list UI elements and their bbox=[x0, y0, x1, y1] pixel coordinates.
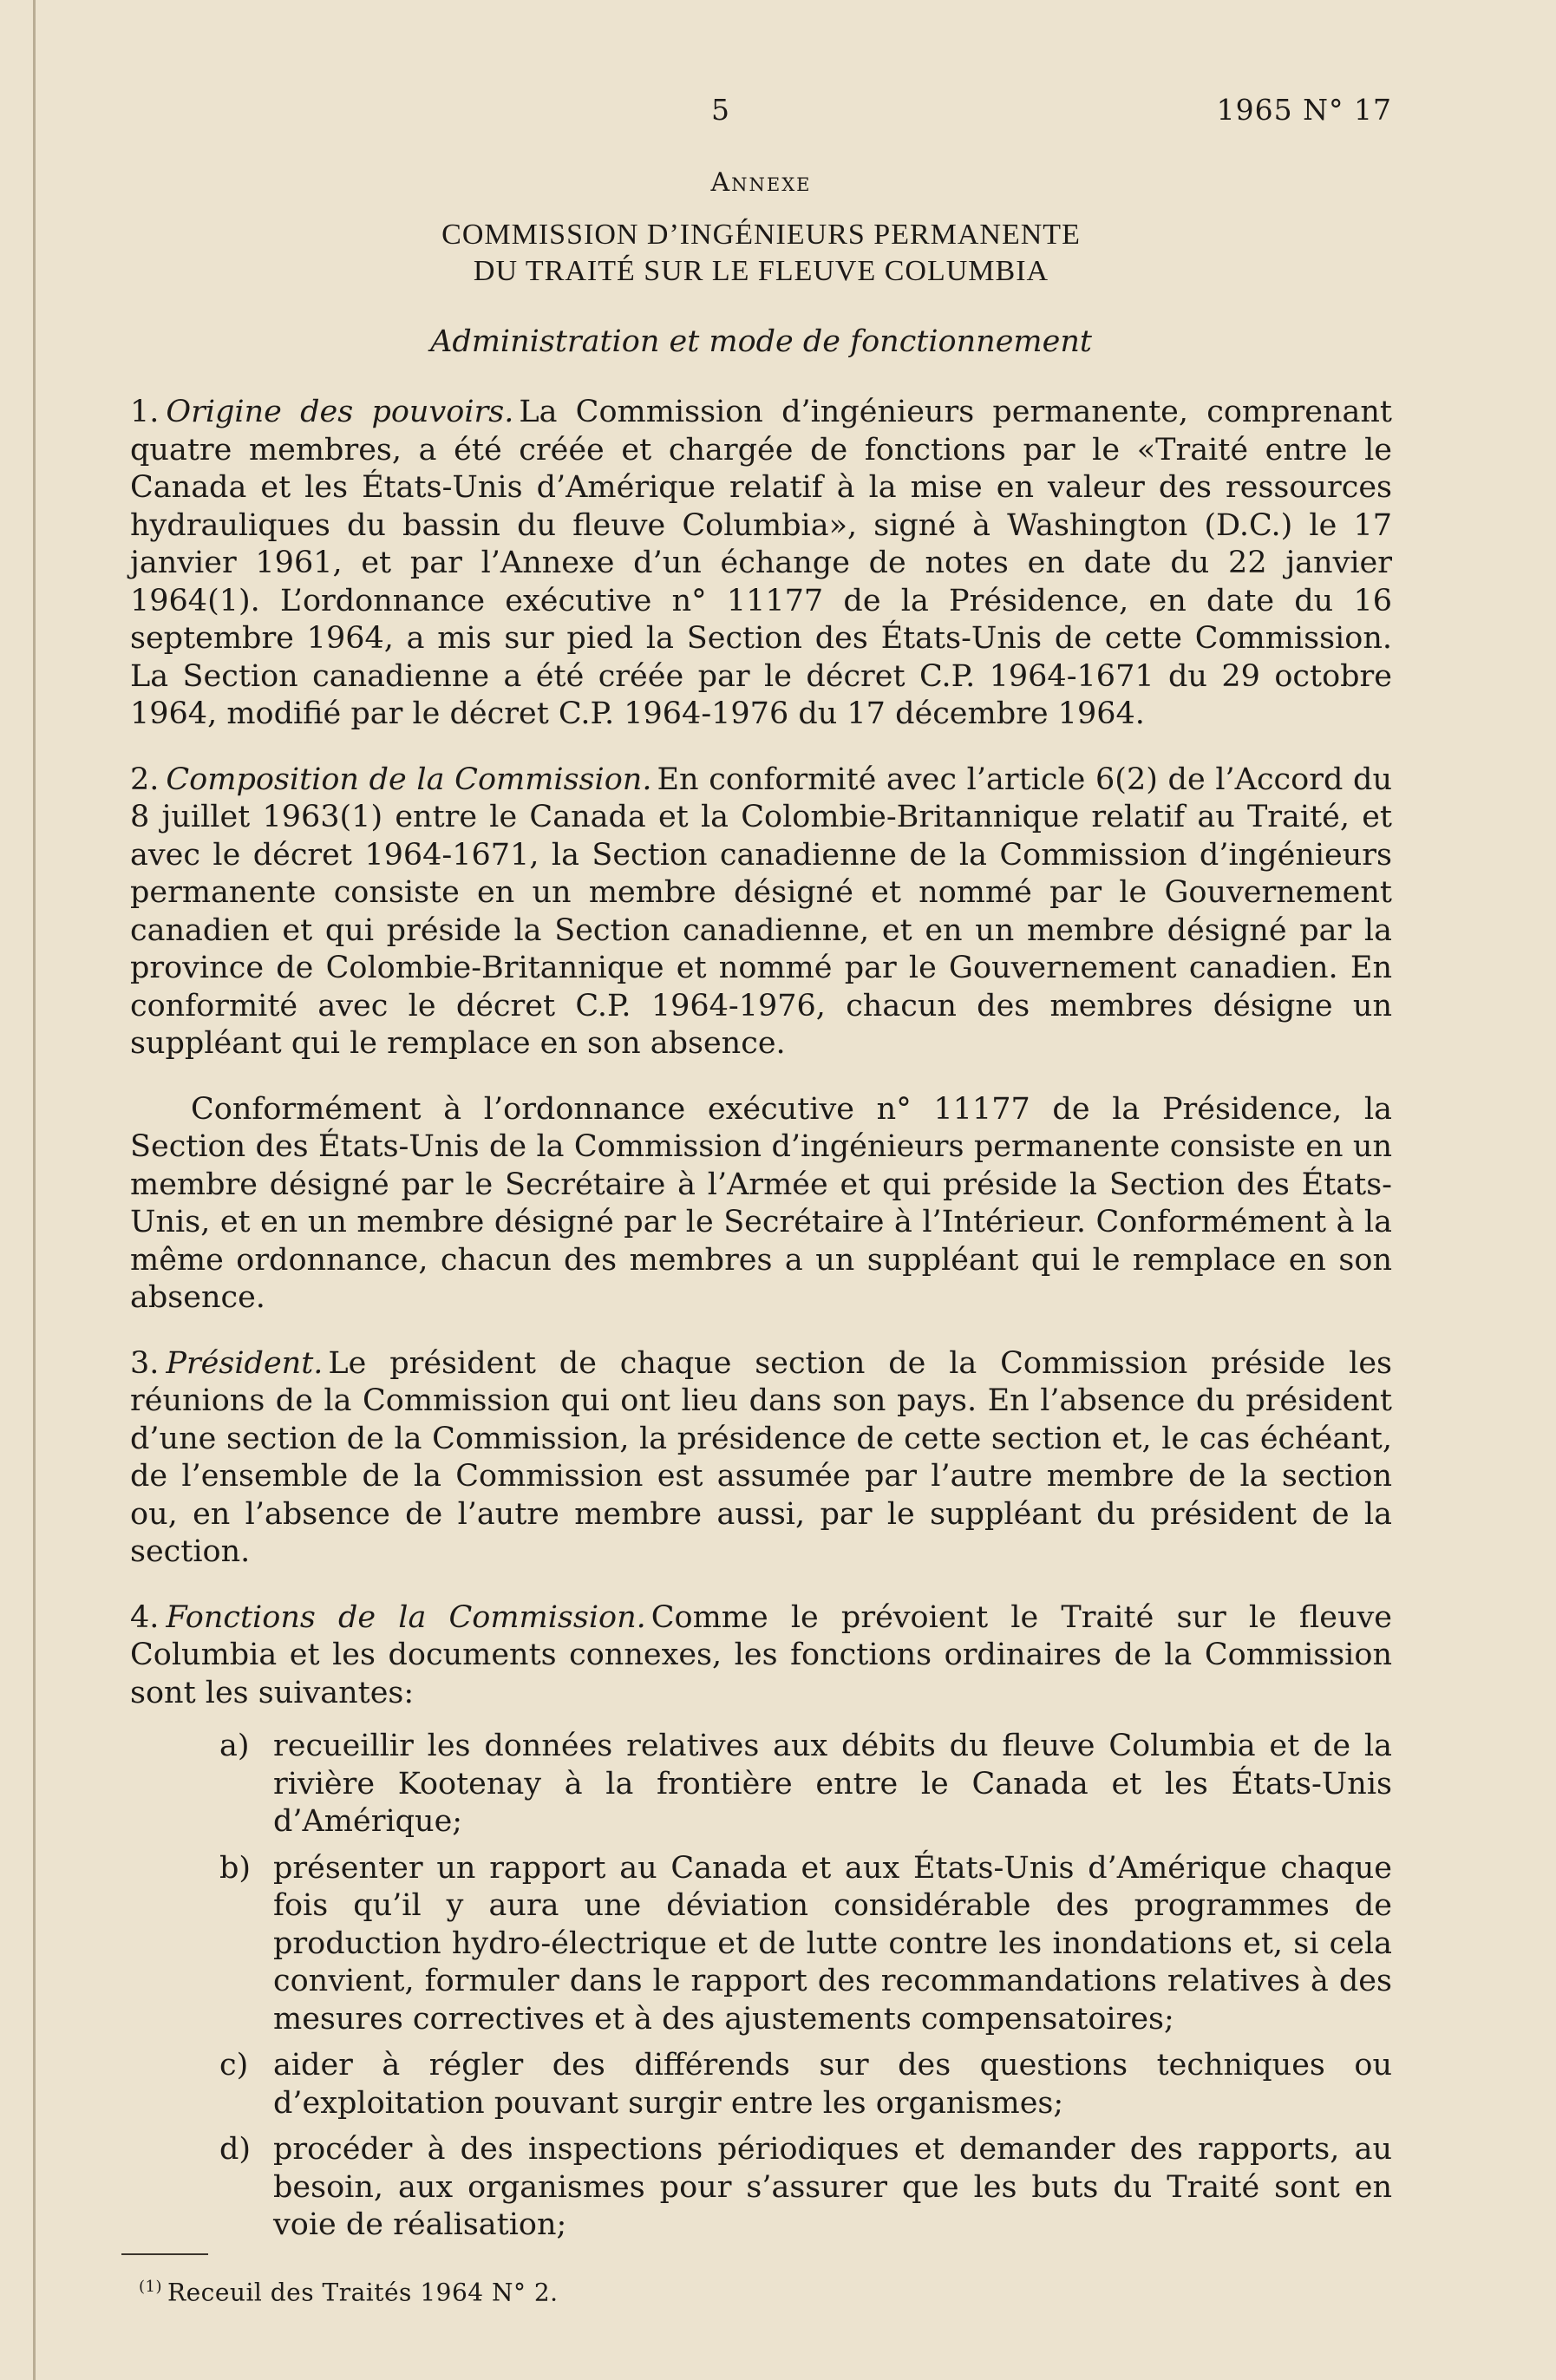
item-text: procéder à des inspections périodiques et demander des rapports, au besoin, aux organismes pour s’assurer que les buts du Traité sont en voie de réalisation; bbox=[273, 2132, 1392, 2242]
issue-reference: 1965 N° 17 bbox=[1216, 93, 1392, 127]
item-letter: c) bbox=[219, 2048, 249, 2082]
title-line-2: DU TRAITÉ SUR LE FLEUVE COLUMBIA bbox=[473, 255, 1049, 287]
section-origine bbox=[130, 394, 1392, 734]
footnote bbox=[130, 2278, 1392, 2306]
section-heading: Fonctions de la Commission. bbox=[166, 1599, 646, 1635]
section-number: 3. bbox=[130, 1345, 160, 1381]
item-text: recueillir les données relatives aux débits du fleuve Columbia et de la rivière Kootenay à la frontière entre le Canada et les États-Unis d’Amérique; bbox=[273, 1729, 1392, 1839]
section-composition bbox=[130, 762, 1392, 1063]
footnote-marker: (1) bbox=[139, 2277, 162, 2296]
section-fonctions bbox=[130, 1599, 1392, 1713]
functions-list bbox=[130, 1728, 1392, 2245]
page-left-edge bbox=[33, 0, 36, 2380]
section-text: En conformité avec l’article 6(2) de l’Accord du 8 juillet 1963(1) entre le Canada et la Colombie-Britannique relatif au Traité, et avec le décret 1964-1671, la Section canadienne de la Commission d’ingénieurs permanente consiste en un membre désigné et nommé par le Gouvernement canadien et qui préside la Section canadienne, et en un membre désigné par la province de Colombie-Britannique et nommé par le Gouvernement canadien. En conformité avec le décret C.P. 1964-1976, chacun des membres désigne un suppléant qui le remplace en son absence. bbox=[130, 762, 1392, 1061]
section-number: 4. bbox=[130, 1599, 160, 1635]
section-text: Le président de chaque section de la Commission préside les réunions de la Commission qui ont lieu dans son pays. En l’absence du président d’une section de la Commission, la présidence de cette section et, le cas échéant, de l’ensemble de la Commission est assumée par l’autre membre de la section ou, en l’absence de l’autre membre aussi, par le suppléant du président de la section. bbox=[130, 1345, 1392, 1569]
item-text: présenter un rapport au Canada et aux États-Unis d’Amérique chaque fois qu’il y aura une déviation considérable des programmes de production hydro-électrique et de lutte contre les inondations et, si cela convient, formuler dans le rapport des recommandations relatives à des mesures correctives et à des ajustements compensatoires; bbox=[273, 1850, 1392, 2037]
page-number: 5 bbox=[711, 93, 729, 127]
list-item bbox=[130, 1728, 1392, 1841]
section-number: 2. bbox=[130, 762, 160, 797]
item-letter: d) bbox=[219, 2132, 252, 2167]
section-text: La Commission d’ingénieurs permanente, comprenant quatre membres, a été créée et chargée de fonctions par le «Traité entre le Canada et les États-Unis d’Amérique relatif à la mise en valeur des ressources hydrauliques du bassin du fleuve Columbia», signé à Washington (D.C.) le 17 janvier 1961, et par l’Annexe d’un échange de notes en date du 22 janvier 1964(1). L’ordonnance exécutive n° 11177 de la Présidence, en date du 16 septembre 1964, a mis sur pied la Section des États-Unis de cette Commission. La Section canadienne a été créée par le décret C.P. 1964-1671 du 29 octobre 1964, modifié par le décret C.P. 1964-1976 du 17 décembre 1964. bbox=[130, 395, 1392, 731]
section-heading: Président. bbox=[166, 1345, 324, 1381]
footnote-text: Receuil des Traités 1964 N° 2. bbox=[167, 2277, 559, 2306]
document-title bbox=[130, 217, 1392, 290]
page-header bbox=[130, 82, 1392, 134]
section-number: 1. bbox=[130, 395, 160, 429]
document-page bbox=[130, 82, 1392, 2306]
item-letter: b) bbox=[219, 1850, 252, 1886]
document-subtitle: Administration et mode de fonctionnement bbox=[430, 324, 1092, 359]
section-heading: Origine des pouvoirs. bbox=[166, 395, 514, 429]
section-text: Comme le prévoient le Traité sur le fleuve Columbia et les documents connexes, les fonctions ordinaires de la Commission sont les suivantes: bbox=[130, 1599, 1392, 1710]
list-item bbox=[130, 1850, 1392, 2039]
section-composition-us bbox=[130, 1091, 1392, 1318]
list-item bbox=[130, 2047, 1392, 2122]
section-text: Conformément à l’ordonnance exécutive n° 11177 de la Présidence, la Section des États-Unis de la Commission d’ingénieurs permanente consiste en un membre désigné par le Secrétaire à l’Armée et qui préside la Section des États-Unis, et en un membre désigné par le Secrétaire à l’Intérieur. Conformément à la même ordonnance, chacun des membres a un suppléant qui le remplace en son absence. bbox=[130, 1091, 1392, 1315]
footnote-divider bbox=[121, 2253, 208, 2255]
item-letter: a) bbox=[219, 1729, 250, 1763]
annex-label: Annexe bbox=[710, 167, 812, 198]
item-text: aider à régler des différends sur des questions techniques ou d’exploitation pouvant surgir entre les organismes; bbox=[273, 2048, 1392, 2121]
list-item bbox=[130, 2131, 1392, 2245]
section-president bbox=[130, 1345, 1392, 1572]
section-heading: Composition de la Commission. bbox=[166, 762, 652, 797]
title-line-1: COMMISSION D’INGÉNIEURS PERMANENTE bbox=[441, 219, 1081, 251]
